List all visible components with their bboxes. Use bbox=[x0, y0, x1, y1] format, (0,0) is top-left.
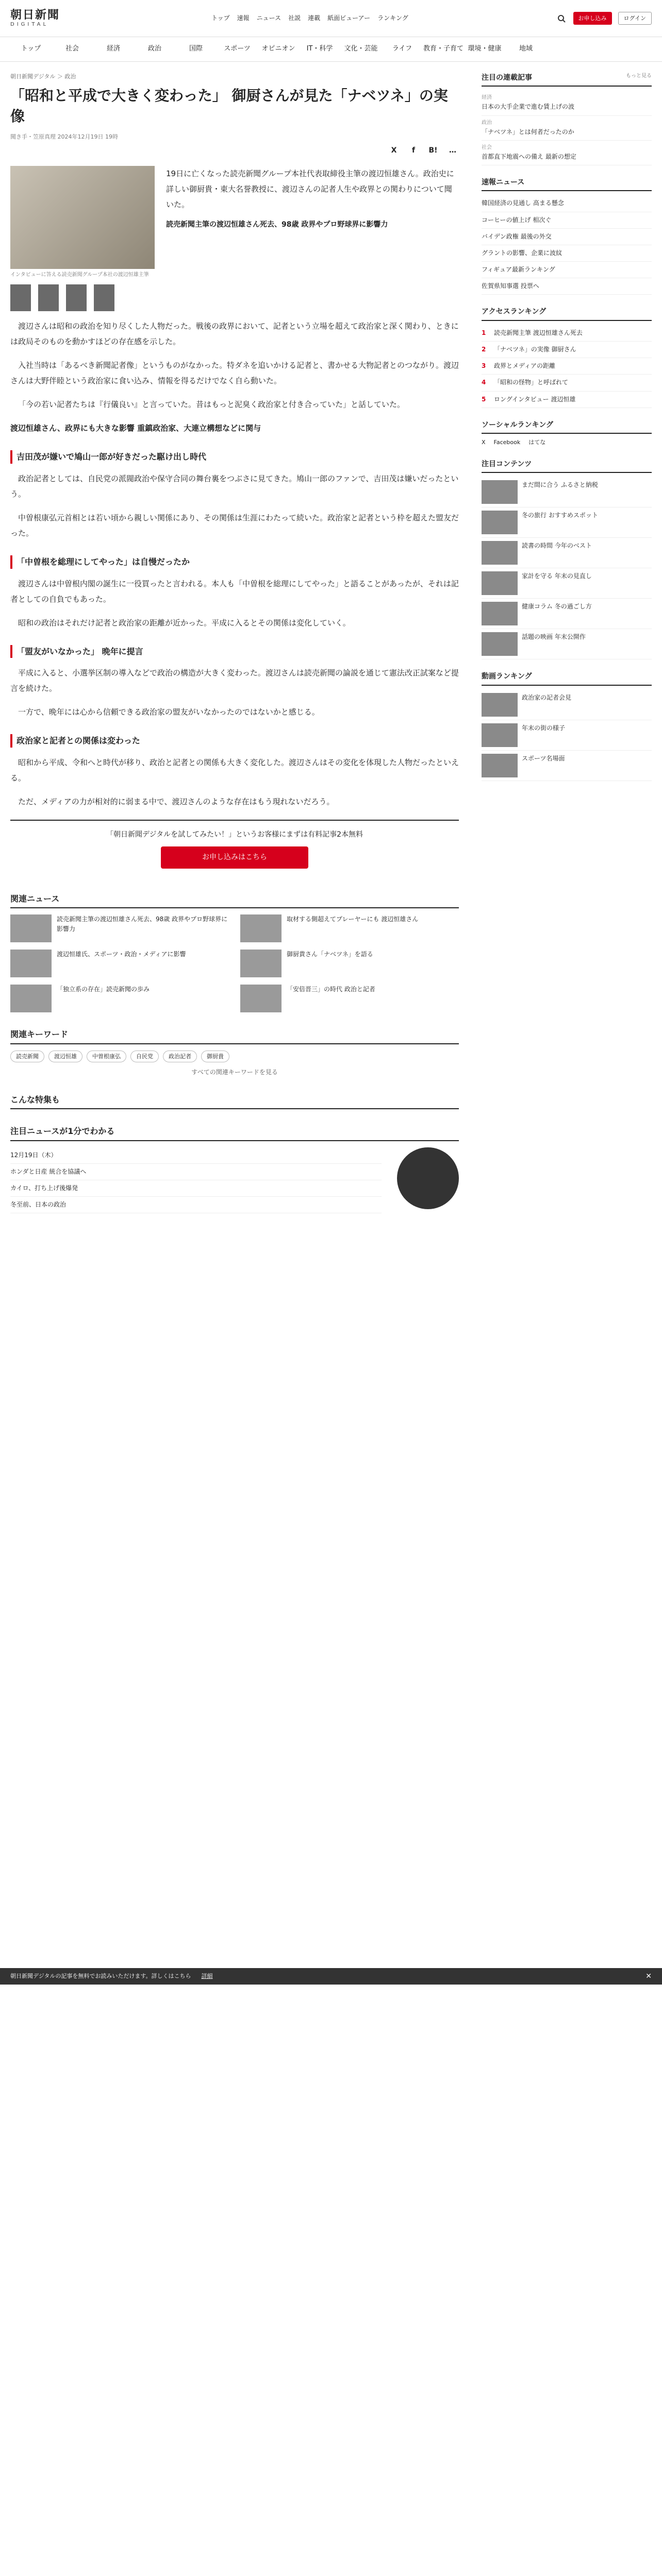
side-item[interactable]: フィギュア最新ランキング bbox=[482, 262, 652, 278]
paywall bbox=[10, 820, 459, 877]
ranking-item[interactable]: 2 「ナベツネ」の実像 御厨さん bbox=[482, 342, 652, 358]
nav-item[interactable]: 文化・芸能 bbox=[344, 45, 378, 53]
related-link[interactable]: 渡辺恒雄さん、政界にも大きな影響 重鎮政治家、大連立構想などに関与 bbox=[10, 423, 261, 433]
series-card[interactable]: 話題の映画 年末公開作 bbox=[482, 629, 652, 659]
video-card[interactable]: 年末の街の様子 bbox=[482, 720, 652, 751]
related-title: 御厨貴さん「ナベツネ」を語る bbox=[287, 951, 373, 958]
lead-paragraph: 19日に亡くなった読売新聞グループ本社代表取締役主筆の渡辺恒雄さん。政治史に詳しい御厨貴・東大名誉教授に、渡辺さんの記者人生や政界との関わりについて聞いた。 bbox=[166, 169, 454, 210]
share-x-icon[interactable]: X bbox=[391, 146, 397, 155]
nav-item[interactable]: スポーツ bbox=[224, 45, 251, 53]
related-title: 「独立系の存在」読売新聞の歩み bbox=[57, 986, 150, 993]
card-thumb bbox=[482, 511, 518, 534]
ranking-item[interactable]: 3 政界とメディアの距離 bbox=[482, 358, 652, 375]
side-item[interactable]: 韓国経済の見通し 高まる懸念 bbox=[482, 195, 652, 212]
related-thumb bbox=[10, 985, 52, 1012]
top-link[interactable]: ランキング bbox=[377, 14, 408, 22]
nav-item[interactable]: オピニオン bbox=[261, 45, 295, 53]
summary-item[interactable]: 冬至前、日本の政治 bbox=[10, 1197, 382, 1213]
series-card[interactable]: 家計を守る 年末の見直し bbox=[482, 568, 652, 599]
subscribe-button[interactable]: お申し込み bbox=[573, 12, 612, 25]
summary-item[interactable]: カイロ、打ち上げ後爆発 bbox=[10, 1180, 382, 1197]
lead-photo[interactable] bbox=[10, 166, 155, 279]
nav-item[interactable]: 国際 bbox=[189, 45, 203, 53]
thumbnail-row bbox=[10, 284, 459, 311]
attention-list bbox=[482, 91, 652, 165]
related-title: 読売新聞主筆の渡辺恒雄さん死去、98歳 政界やプロ野球界に影響力 bbox=[57, 916, 228, 933]
site-header bbox=[0, 0, 662, 37]
header-tools bbox=[556, 12, 652, 25]
nav-item[interactable]: 社会 bbox=[65, 45, 79, 53]
related-thumb bbox=[240, 914, 282, 942]
article-main bbox=[10, 62, 459, 1225]
paragraph: 昭和の政治はそれだけ記者と政治家の距離が近かった。平成に入るとその関係は変化していく。 bbox=[18, 618, 351, 628]
side-item[interactable]: 佐賀県知事選 投票へ bbox=[482, 278, 652, 295]
ranking-item[interactable]: 4 「昭和の怪物」と呼ばれて bbox=[482, 375, 652, 391]
section-heading: 政治家と記者との関係は変わった bbox=[10, 734, 459, 748]
video-card[interactable]: 政治家の記者会見 bbox=[482, 690, 652, 720]
top-link[interactable]: ニュース bbox=[256, 14, 282, 22]
paragraph: ただ、メディアの力が相対的に弱まる中で、渡辺さんのような存在はもう現れないだろう。 bbox=[18, 796, 335, 806]
lead-text bbox=[166, 166, 459, 279]
thumbnail[interactable] bbox=[66, 284, 87, 311]
notice-bar bbox=[0, 1968, 662, 1985]
summary-item[interactable]: ホンダと日産 統合を協議へ bbox=[10, 1164, 382, 1180]
ranking-list bbox=[482, 325, 652, 408]
lead-note[interactable]: 読売新聞主筆の渡辺恒雄さん死去、98歳 政界やプロ野球界に影響力 bbox=[166, 221, 388, 229]
photo-caption: インタビューに答える読売新聞グループ本社の渡辺恒雄主筆 bbox=[10, 272, 149, 278]
more-link[interactable]: もっと見る bbox=[626, 73, 652, 79]
top-link[interactable]: 社説 bbox=[288, 14, 301, 22]
nav-item[interactable]: 教育・子育て bbox=[423, 45, 464, 53]
social-tabs bbox=[482, 438, 652, 447]
series-list bbox=[482, 477, 652, 659]
ranking-item[interactable]: 1 読売新聞主筆 渡辺恒雄さん死去 bbox=[482, 325, 652, 342]
portrait-image bbox=[10, 166, 155, 269]
summary-list bbox=[10, 1147, 382, 1214]
summary-date: 12月19日（木） bbox=[10, 1147, 382, 1164]
top-link[interactable]: 連載 bbox=[308, 14, 321, 22]
paragraph: 一方で、晩年には心から信頼できる政治家の盟友がいなかったのではないかと感じる。 bbox=[18, 707, 320, 717]
keyword-tag[interactable]: 渡辺恒雄 bbox=[48, 1050, 82, 1063]
social-tab[interactable]: はてな bbox=[528, 439, 546, 446]
also-heading: こんな特集も bbox=[10, 1093, 459, 1110]
side-item[interactable]: 経済 日本の大手企業で進む賃上げの波 bbox=[482, 91, 652, 115]
card-thumb bbox=[482, 602, 518, 625]
nav-item[interactable]: トップ bbox=[21, 45, 41, 53]
share-hatena-icon[interactable]: B! bbox=[428, 146, 438, 155]
series-card[interactable]: 健康コラム 冬の過ごし方 bbox=[482, 599, 652, 629]
category-nav bbox=[0, 37, 662, 62]
search-icon[interactable] bbox=[556, 13, 567, 24]
summary-heading: 注目ニュースが1分でわかる bbox=[10, 1125, 459, 1141]
card-thumb bbox=[482, 571, 518, 595]
related-title: 取材する側超えてプレーヤーにも 渡辺恒雄さん bbox=[287, 916, 419, 923]
side-heading: 注目コンテンツ bbox=[482, 459, 652, 473]
paragraph: 渡辺さんは中曽根内閣の誕生に一役買ったと言われる。本人も「中曽根を総理にしてやった」と語ることがあったが、それは記者としての自負でもあった。 bbox=[10, 579, 459, 604]
related-list bbox=[10, 914, 459, 1012]
keyword-tag[interactable]: 御厨貴 bbox=[201, 1050, 229, 1063]
side-item[interactable]: グラントの影響、企業に波紋 bbox=[482, 245, 652, 262]
related-item[interactable] bbox=[10, 950, 229, 977]
keywords-more-link[interactable]: すべての関連キーワードを見る bbox=[191, 1069, 278, 1076]
ad-banner[interactable] bbox=[397, 1147, 459, 1209]
close-icon[interactable]: ✕ bbox=[646, 1972, 652, 1980]
section-heading: 「中曽根を総理にしてやった」は自慢だったか bbox=[10, 555, 459, 569]
share-more-icon[interactable]: … bbox=[449, 146, 456, 155]
related-thumb bbox=[240, 950, 282, 977]
series-card[interactable]: まだ間に合う ふるさと納税 bbox=[482, 477, 652, 507]
video-list bbox=[482, 690, 652, 781]
nav-item[interactable]: IT・科学 bbox=[306, 45, 333, 53]
keyword-tag[interactable]: 政治記者 bbox=[163, 1050, 197, 1063]
related-thumb bbox=[240, 985, 282, 1012]
video-thumb bbox=[482, 723, 518, 747]
article-meta: 聞き手・笠原真理 2024年12月19日 19時 bbox=[10, 133, 118, 140]
paragraph: 「今の若い記者たちは『行儀良い』と言っていた。昔はもっと泥臭く政治家と付き合っていた」と話していた。 bbox=[18, 400, 405, 410]
logo-sub: DIGITAL bbox=[10, 21, 49, 27]
side-heading: アクセスランキング bbox=[482, 306, 652, 320]
paywall-cta-button[interactable]: お申し込みはこちら bbox=[161, 846, 308, 868]
related-item[interactable] bbox=[10, 985, 229, 1012]
related-item[interactable] bbox=[240, 985, 459, 1012]
logo-main: 朝日新聞 bbox=[10, 8, 60, 22]
latest-list bbox=[482, 195, 652, 295]
side-heading: 注目の連載記事 もっと見る bbox=[482, 72, 652, 87]
related-title: 渡辺恒雄氏、スポーツ・政治・メディアに影響 bbox=[57, 951, 186, 958]
nav-item[interactable]: ライフ bbox=[392, 45, 412, 53]
sidebar bbox=[482, 62, 652, 1225]
article-lead bbox=[10, 166, 459, 279]
related-item[interactable] bbox=[240, 914, 459, 942]
site-logo[interactable] bbox=[10, 6, 72, 31]
card-thumb bbox=[482, 480, 518, 504]
notice-text: 朝日新聞デジタルの記事を無料でお読みいただけます。詳しくはこちら bbox=[10, 1973, 191, 1980]
keyword-list bbox=[10, 1050, 459, 1063]
article-title: 「昭和と平成で大きく変わった」 御厨さんが見た「ナベツネ」の実像 bbox=[10, 87, 448, 125]
video-thumb bbox=[482, 754, 518, 777]
related-thumb bbox=[10, 950, 52, 977]
paragraph: 昭和から平成、令和へと時代が移り、政治と記者との関係も大きく変化した。渡辺さんはその変化を体現した人物だったといえる。 bbox=[10, 757, 459, 783]
thumbnail[interactable] bbox=[10, 284, 31, 311]
series-card[interactable]: 読書の時間 今年のベスト bbox=[482, 538, 652, 568]
keywords-heading: 関連キーワード bbox=[10, 1028, 459, 1044]
nav-item[interactable]: 政治 bbox=[147, 45, 161, 53]
side-item[interactable]: バイデン政権 最後の外交 bbox=[482, 229, 652, 245]
share-facebook-icon[interactable]: f bbox=[411, 146, 416, 155]
side-item[interactable]: コーヒーの値上げ 相次ぐ bbox=[482, 212, 652, 229]
related-heading: 関連ニュース bbox=[10, 892, 459, 909]
social-tab[interactable]: X bbox=[482, 439, 486, 446]
related-title: 「安倍晋三」の時代 政治と記者 bbox=[287, 986, 375, 993]
breadcrumb[interactable]: 朝日新聞デジタル ＞ 政治 bbox=[10, 73, 76, 80]
paywall-message: 「朝日新聞デジタルを試してみたい！」というお客様にまずは有料記事2本無料 bbox=[106, 830, 363, 839]
top-link[interactable]: 紙面ビューアー bbox=[327, 14, 371, 22]
paragraph: 入社当時は「あるべき新聞記者像」というものがなかった。特ダネを追いかける記者と、書かせる大物記者とのつながり。渡辺さんは大野伴睦という政治家に食い込み、情報を得るだけでなく自ら動いた。 bbox=[10, 361, 459, 386]
video-card[interactable]: スポーツ名場面 bbox=[482, 751, 652, 781]
side-heading: ソーシャルランキング bbox=[482, 419, 652, 434]
notice-link[interactable]: 詳細 bbox=[201, 1973, 213, 1980]
series-card[interactable]: 冬の旅行 おすすめスポット bbox=[482, 507, 652, 538]
article-body bbox=[10, 318, 459, 809]
paragraph: 政治記者としては、自民党の派閥政治や保守合同の舞台裏をつぶさに見てきた。鳩山一郎のファンで、吉田茂は嫌いだったという。 bbox=[10, 473, 459, 499]
related-item[interactable] bbox=[240, 950, 459, 977]
paragraph: 中曽根康弘元首相とは若い頃から親しい関係にあり、その関係は生涯にわたって続いた。政治家と記者という枠を超えた盟友だった。 bbox=[10, 513, 459, 538]
ranking-item[interactable]: 5 ロングインタビュー 渡辺恒雄 bbox=[482, 392, 652, 408]
video-thumb bbox=[482, 693, 518, 717]
paragraph: 平成に入ると、小選挙区制の導入などで政治の構造が大きく変わった。渡辺さんは読売新聞の論説を通じて憲法改正試案など提言を続けた。 bbox=[10, 668, 459, 693]
paragraph: 渡辺さんは昭和の政治を知り尽くした人物だった。戦後の政界において、記者という立場を超えて政治家と深く関わり、ときには政局そのものを動かすほどの存在感を示した。 bbox=[10, 321, 459, 347]
keyword-tag[interactable]: 中曽根康弘 bbox=[87, 1050, 126, 1063]
side-item[interactable]: 政治 「ナベツネ」とは何者だったのか bbox=[482, 116, 652, 141]
login-button[interactable]: ログイン bbox=[618, 12, 652, 25]
nav-item[interactable]: 地域 bbox=[519, 45, 533, 53]
thumbnail[interactable] bbox=[38, 284, 59, 311]
thumbnail[interactable] bbox=[94, 284, 114, 311]
daily-summary bbox=[10, 1125, 459, 1225]
card-thumb bbox=[482, 541, 518, 565]
keyword-tag[interactable]: 自民党 bbox=[130, 1050, 159, 1063]
side-heading: 速報ニュース bbox=[482, 177, 652, 191]
top-links bbox=[211, 13, 408, 23]
section-heading: 吉田茂が嫌いで鳩山一郎が好きだった駆け出し時代 bbox=[10, 450, 459, 464]
section-heading: 「盟友がいなかった」 晩年に提言 bbox=[10, 645, 459, 658]
side-heading: 動画ランキング bbox=[482, 671, 652, 685]
share-bar bbox=[10, 144, 459, 157]
card-thumb bbox=[482, 632, 518, 656]
nav-item[interactable]: 環境・健康 bbox=[468, 45, 502, 53]
side-item[interactable]: 社会 首都直下地震への備え 最新の想定 bbox=[482, 141, 652, 165]
top-link[interactable]: 速報 bbox=[237, 14, 250, 22]
top-link[interactable]: トップ bbox=[211, 14, 230, 22]
keyword-tag[interactable]: 読売新聞 bbox=[10, 1050, 44, 1063]
nav-item[interactable]: 経済 bbox=[106, 45, 120, 53]
related-item[interactable] bbox=[10, 914, 229, 942]
social-tab[interactable]: Facebook bbox=[493, 439, 521, 446]
related-thumb bbox=[10, 914, 52, 942]
